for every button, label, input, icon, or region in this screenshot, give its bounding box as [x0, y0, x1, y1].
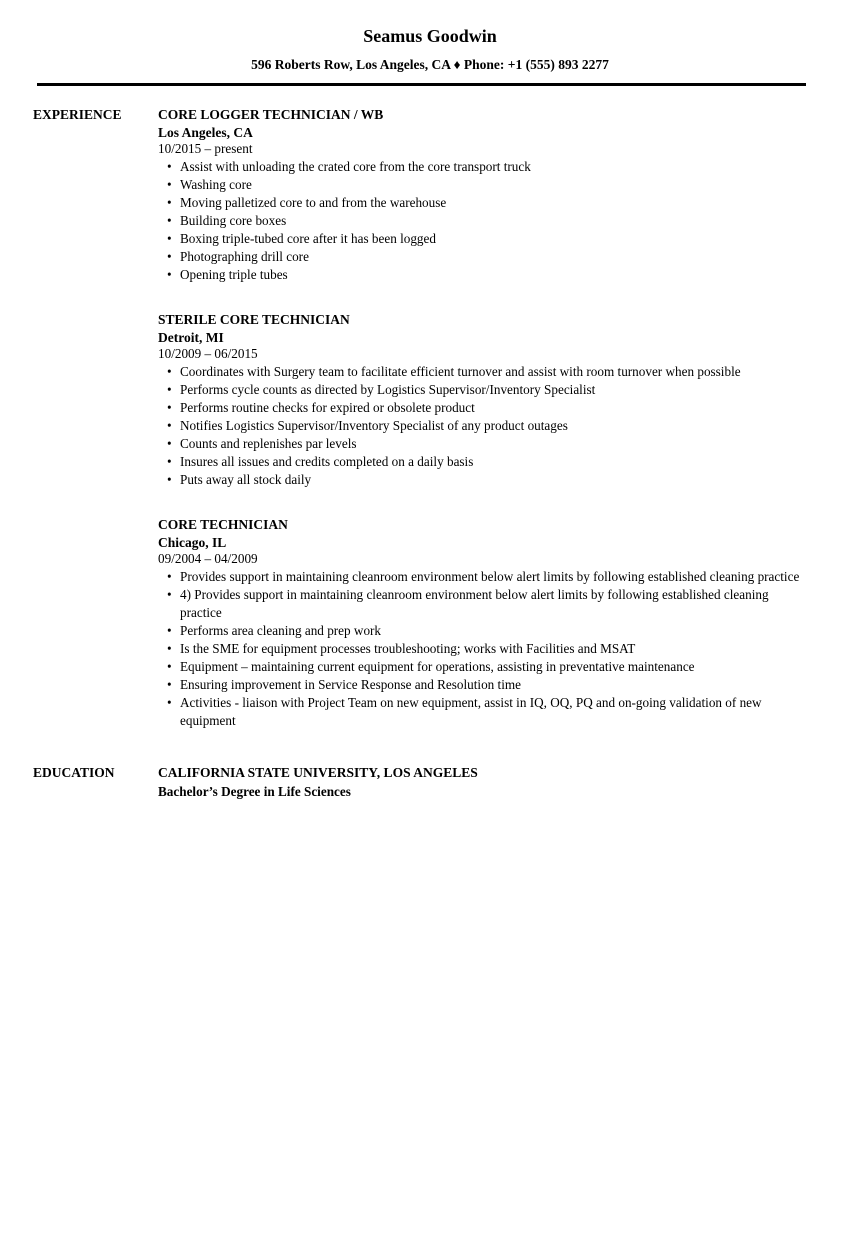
bullet-item: • Counts and replenishes par levels: [158, 435, 812, 453]
job-title: CORE LOGGER TECHNICIAN / WB: [158, 107, 384, 122]
job-bullet-list: [158, 363, 812, 489]
bullet-item: • Boxing triple-tubed core after it has been logged: [158, 230, 812, 248]
degree: Bachelor’s Degree in Life Sciences: [158, 784, 351, 799]
bullet-item: • Insures all issues and credits completed on a daily basis: [158, 453, 812, 471]
bullet-item: • Building core boxes: [158, 212, 812, 230]
job-dates: 10/2009 – 06/2015: [158, 346, 258, 361]
resume-header: [0, 0, 860, 73]
bullet-item: • Moving palletized core to and from the warehouse: [158, 194, 812, 212]
school-name: CALIFORNIA STATE UNIVERSITY, LOS ANGELES: [158, 765, 478, 780]
section-label-experience: EXPERIENCE: [33, 107, 122, 122]
person-name: Seamus Goodwin: [363, 26, 497, 46]
bullet-item: • Provides support in maintaining cleanroom environment below alert limits by following established cleaning practice: [158, 568, 812, 586]
job-entry-core-logger: [158, 105, 812, 284]
bullet-item: • Photographing drill core: [158, 248, 812, 266]
job-bullet-list: [158, 158, 812, 284]
bullet-item: • Is the SME for equipment processes troubleshooting; works with Facilities and MSAT: [158, 640, 812, 658]
bullet-item: • 4) Provides support in maintaining cleanroom environment below alert limits by following established cleaning practice: [158, 586, 812, 622]
bullet-item: • Performs area cleaning and prep work: [158, 622, 812, 640]
header-divider: [37, 83, 806, 86]
experience-section: [0, 105, 860, 730]
bullet-item: • Opening triple tubes: [158, 266, 812, 284]
job-entry-sterile-core: [158, 310, 812, 489]
bullet-item: • Puts away all stock daily: [158, 471, 812, 489]
bullet-item: • Equipment – maintaining current equipment for operations, assisting in preventative maintenance: [158, 658, 812, 676]
job-location: Detroit, MI: [158, 330, 224, 345]
education-section: [0, 763, 860, 801]
job-title: CORE TECHNICIAN: [158, 517, 288, 532]
job-dates: 09/2004 – 04/2009: [158, 551, 258, 566]
bullet-item: • Performs routine checks for expired or obsolete product: [158, 399, 812, 417]
job-title: STERILE CORE TECHNICIAN: [158, 312, 350, 327]
job-location: Chicago, IL: [158, 535, 227, 550]
job-location: Los Angeles, CA: [158, 125, 253, 140]
contact-line: 596 Roberts Row, Los Angeles, CA ♦ Phone: +1 (555) 893 2277: [251, 57, 609, 72]
job-dates: 10/2015 – present: [158, 141, 253, 156]
bullet-item: • Washing core: [158, 176, 812, 194]
job-bullet-list: [158, 568, 812, 730]
bullet-item: • Notifies Logistics Supervisor/Inventory Specialist of any product outages: [158, 417, 812, 435]
bullet-item: • Ensuring improvement in Service Response and Resolution time: [158, 676, 812, 694]
bullet-item: • Assist with unloading the crated core from the core transport truck: [158, 158, 812, 176]
bullet-item: • Activities - liaison with Project Team on new equipment, assist in IQ, OQ, PQ and on-going validation of new equipment: [158, 694, 812, 730]
bullet-item: • Performs cycle counts as directed by Logistics Supervisor/Inventory Specialist: [158, 381, 812, 399]
experience-content: [158, 105, 812, 730]
bullet-item: • Coordinates with Surgery team to facilitate efficient turnover and assist with room turnover when possible: [158, 363, 812, 381]
section-label-education: EDUCATION: [33, 765, 115, 780]
education-content: [158, 763, 812, 801]
job-entry-core-technician: [158, 515, 812, 730]
